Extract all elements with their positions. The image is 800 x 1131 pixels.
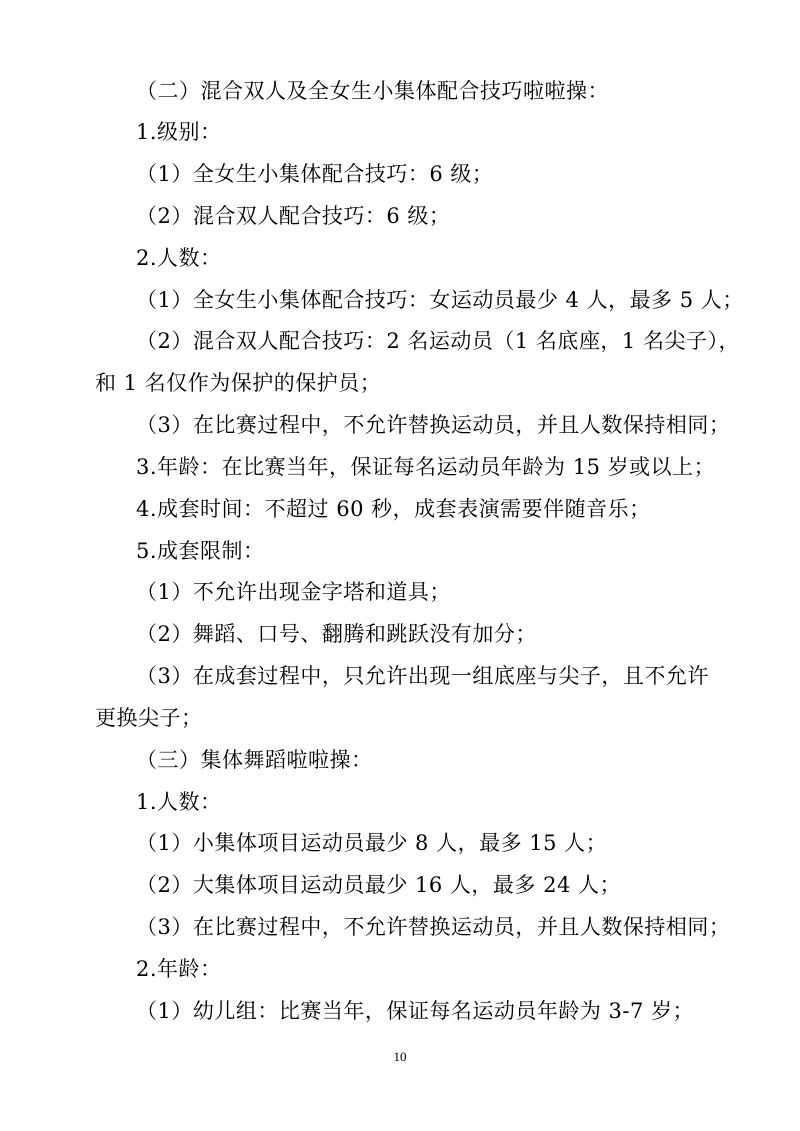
group-age-heading: 2.年龄： [136,957,222,981]
group-age-item-1: （1）幼儿组：比赛当年，保证每名运动员年龄为 3-7 岁； [136,999,695,1023]
group-count-item-1: （1）小集体项目运动员最少 8 人，最多 15 人； [136,831,608,855]
limits-item-2: （2）舞蹈、口号、翻腾和跳跃没有加分； [136,622,537,646]
group-count-heading: 1.人数： [136,790,222,814]
count-item-2-continued: 和 1 名仅作为保护的保护员； [95,371,382,395]
item-routine-limits-heading: 5.成套限制： [136,539,265,563]
item-count-heading: 2.人数： [136,246,222,270]
section-heading-3: （三）集体舞蹈啦啦操： [136,748,373,772]
group-count-item-2: （2）大集体项目运动员最少 16 人，最多 24 人； [136,873,622,897]
limits-item-1: （1）不允许出现金字塔和道具； [136,580,451,604]
limits-item-3: （3）在成套过程中，只允许出现一组底座与尖子，且不允许 [136,664,709,688]
count-item-2: （2）混合双人配合技巧：2 名运动员（1 名底座，1 名尖子）， [136,329,740,353]
item-age: 3.年龄：在比赛当年，保证每名运动员年龄为 15 岁或以上； [136,455,716,479]
level-item-2: （2）混合双人配合技巧：6 级； [136,204,451,228]
page-number: 10 [393,1049,407,1064]
limits-item-3-continued: 更换尖子； [95,706,203,730]
level-item-1: （1）全女生小集体配合技巧：6 级； [136,162,494,186]
item-level-heading: 1.级别： [136,120,222,144]
group-count-item-3: （3）在比赛过程中，不允许替换运动员，并且人数保持相同； [136,915,731,939]
section-heading-2: （二）混合双人及全女生小集体配合技巧啦啦操： [136,79,609,103]
count-item-1: （1）全女生小集体配合技巧：女运动员最少 4 人，最多 5 人； [136,288,744,312]
item-routine-time: 4.成套时间：不超过 60 秒，成套表演需要伴随音乐； [136,497,651,521]
count-item-3: （3）在比赛过程中，不允许替换运动员，并且人数保持相同； [136,413,731,437]
